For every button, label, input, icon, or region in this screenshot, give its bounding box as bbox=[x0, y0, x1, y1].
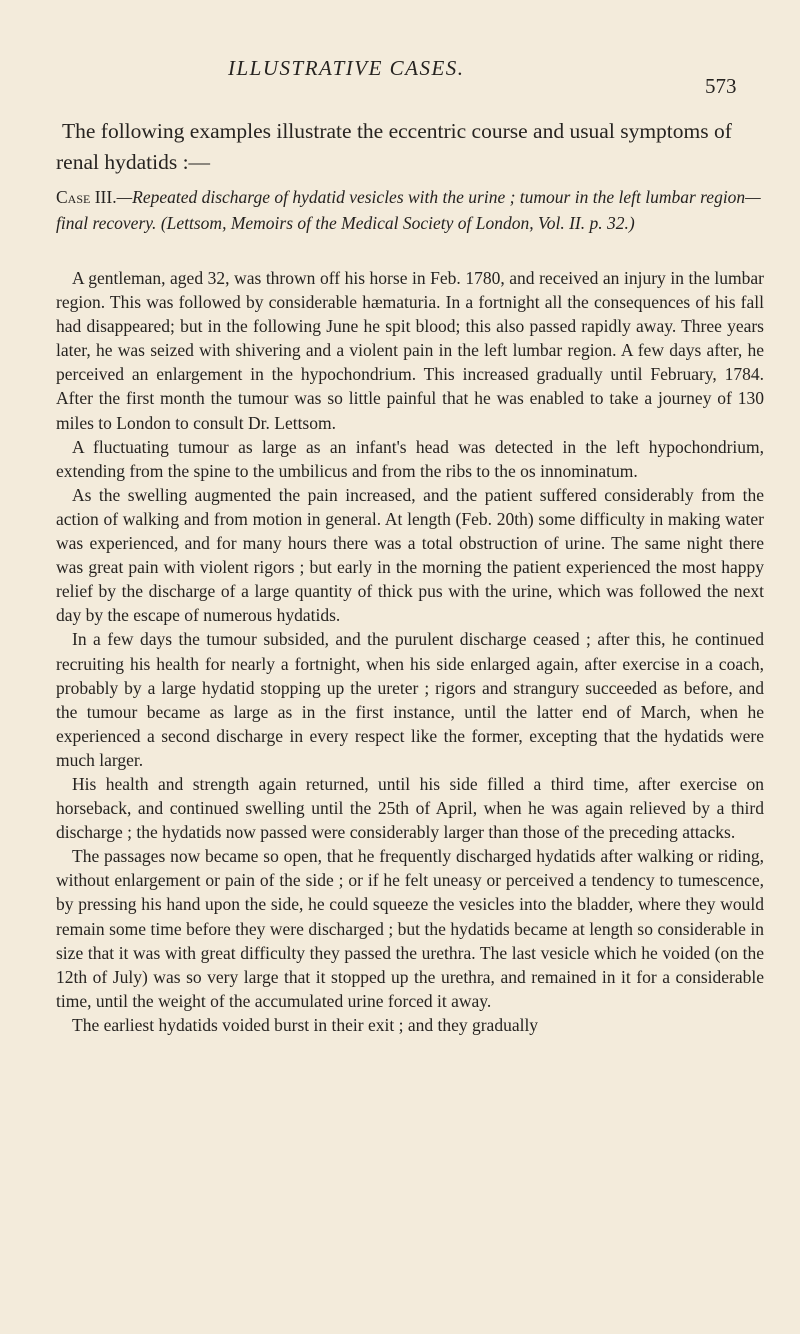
running-head bbox=[0, 56, 800, 98]
case-body bbox=[56, 266, 764, 1037]
case-title: —Repeated discharge of hydatid vesicles with the urine ; tumour in the left lumbar region—final recovery. bbox=[56, 187, 761, 233]
case-heading bbox=[56, 184, 764, 236]
body-paragraph: His health and strength again returned, until his side filled a third time, after exercise on horseback, and continued swelling until the 25th of April, when he was again relieved by a third discharge ; the hydatids now passed were considerably larger than those of the preceding attacks. bbox=[56, 773, 764, 843]
body-paragraph: The earliest hydatids voided burst in their exit ; and they gradually bbox=[72, 1014, 539, 1035]
page-number: 573 bbox=[705, 74, 737, 98]
body-paragraph: In a few days the tumour subsided, and the purulent discharge ceased ; after this, he continued recruiting his health for nearly a fortnight, when his side enlarged again, after exercise in a coach, probably by a large hydatid stopping up the ureter ; rigors and strangury succeeded as before, and the tumour became as large as in the first instance, until the latter end of March, when he experienced a second discharge in every respect like the former, excepting that the hydatids were much larger. bbox=[56, 629, 764, 770]
body-paragraph: A gentleman, aged 32, was thrown off his horse in Feb. 1780, and received an injury in the lumbar region. This was followed by considerable hæmaturia. In a fortnight all the consequences of his fall had disappeared; but in the following June he spit blood; this also passed rapidly away. Three years later, he was seized with shivering and a violent pain in the left lumbar region. A few days after, he perceived an enlargement in the hypochondrium. This increased gradually until February, 1784. After the first month the tumour was so little painful that he was enabled to take a journey of 130 miles to London to consult Dr. Lettsom. bbox=[56, 268, 764, 433]
case-label: Case III. bbox=[56, 187, 117, 207]
case-citation: (Lettsom, Memoirs of the Medical Society of London, Vol. II. p. 32.) bbox=[160, 213, 635, 233]
body-paragraph: As the swelling augmented the pain increased, and the patient suffered considerably from the action of walking and from motion in general. At length (Feb. 20th) some difficulty in making water was experienced, and for many hours there was a total obstruction of urine. The same night there was great pain with violent rigors ; but early in the morning the patient experienced the most happy relief by the discharge of a large quantity of thick pus with the urine, which was followed the next day by the escape of numerous hydatids. bbox=[56, 484, 764, 626]
body-paragraph: A fluctuating tumour as large as an infant's head was detected in the left hypochondrium, extending from the spine to the umbilicus and from the ribs to the os innominatum. bbox=[56, 436, 764, 481]
intro-paragraph: The following examples illustrate the eccentric course and usual symptoms of renal hydatids :— bbox=[56, 119, 732, 174]
running-title: ILLUSTRATIVE CASES. bbox=[228, 56, 465, 80]
body-paragraph: The passages now became so open, that he frequently discharged hydatids after walking or riding, without enlargement or pain of the side ; or if he felt uneasy or perceived a tendency to tumescence, by pressing his hand upon the side, he could squeeze the vesicles into the bladder, where they would remain some time before they were discharged ; but the hydatids became at length so considerable in size that it was with great difficulty they passed the urethra. The last vesicle which he voided (on the 12th of July) was so very large that it stopped up the urethra, and remained in it for a considerable time, until the weight of the accumulated urine forced it away. bbox=[56, 846, 764, 1011]
